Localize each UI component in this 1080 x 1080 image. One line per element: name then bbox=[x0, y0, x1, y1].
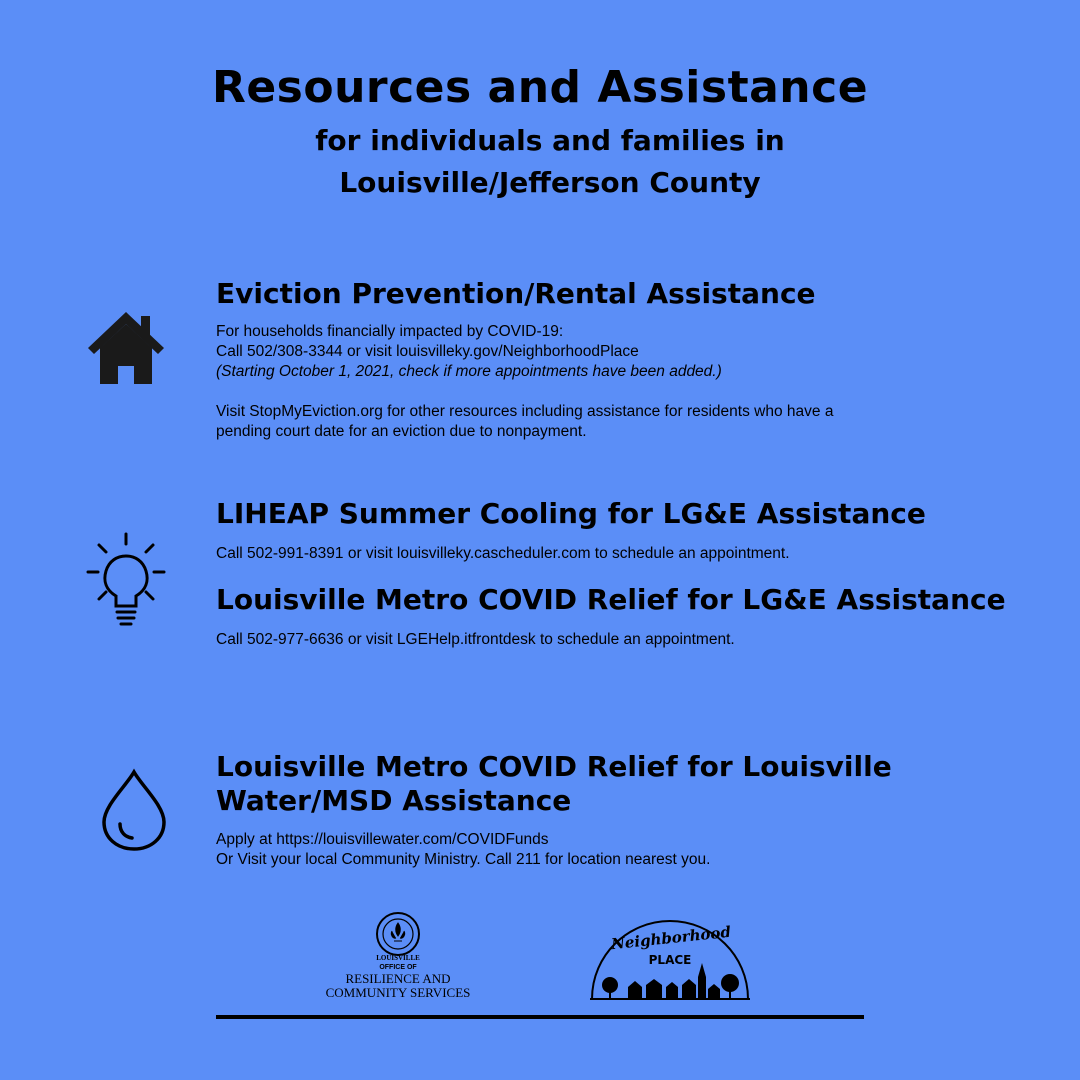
eviction-heading: Eviction Prevention/Rental Assistance bbox=[216, 277, 816, 310]
eviction-line-5: pending court date for an eviction due to nonpayment. bbox=[216, 423, 587, 440]
water-heading bbox=[216, 750, 892, 818]
eviction-details bbox=[216, 322, 833, 442]
water-heading-line-2: Water/MSD Assistance bbox=[216, 784, 572, 817]
water-line-2: Or Visit your local Community Ministry. Call 211 for location nearest you. bbox=[216, 851, 711, 868]
neighborhood-place-logo bbox=[588, 915, 752, 1001]
resilience-logo bbox=[310, 910, 486, 1000]
water-drop-icon bbox=[100, 768, 168, 852]
resilience-logo-small: OFFICE OF bbox=[379, 964, 417, 971]
page-title: Resources and Assistance bbox=[211, 62, 869, 113]
resilience-logo-line-1: RESILIENCE AND bbox=[345, 971, 451, 986]
footer-divider bbox=[216, 1015, 864, 1019]
resilience-logo-line-2: COMMUNITY SERVICES bbox=[325, 985, 471, 1000]
lge-relief-details bbox=[216, 630, 735, 650]
subtitle-line-1: for individuals and families in bbox=[315, 124, 785, 157]
eviction-line-3: (Starting October 1, 2021, check if more appointments have been added.) bbox=[216, 363, 722, 380]
lightbulb-icon bbox=[86, 532, 166, 628]
liheap-details bbox=[216, 544, 790, 564]
liheap-line-1: Call 502-991-8391 or visit louisvilleky.cascheduler.com to schedule an appointment. bbox=[216, 545, 790, 562]
water-heading-line-1: Louisville Metro COVID Relief for Louisville bbox=[216, 750, 892, 783]
eviction-line-2: Call 502/308-3344 or visit louisvilleky.gov/NeighborhoodPlace bbox=[216, 343, 639, 360]
resilience-logo-seal-text: LOUISVILLE bbox=[376, 954, 420, 962]
liheap-heading: LIHEAP Summer Cooling for LG&E Assistance bbox=[216, 497, 926, 530]
water-details bbox=[216, 830, 710, 870]
page-subtitle bbox=[0, 120, 1080, 204]
neighborhood-logo-script: Neighborhood bbox=[610, 922, 732, 954]
eviction-line-4: Visit StopMyEviction.org for other resources including assistance for residents who have a bbox=[216, 403, 834, 420]
neighborhood-logo-word: PLACE bbox=[648, 953, 692, 967]
house-icon bbox=[86, 308, 166, 386]
eviction-line-1: For households financially impacted by COVID-19: bbox=[216, 323, 564, 340]
subtitle-line-2: Louisville/Jefferson County bbox=[339, 166, 761, 199]
lge-relief-heading: Louisville Metro COVID Relief for LG&E Assistance bbox=[216, 583, 1006, 616]
water-line-1: Apply at https://louisvillewater.com/COVIDFunds bbox=[216, 831, 549, 848]
lge-relief-line-1: Call 502-977-6636 or visit LGEHelp.itfrontdesk to schedule an appointment. bbox=[216, 631, 735, 648]
